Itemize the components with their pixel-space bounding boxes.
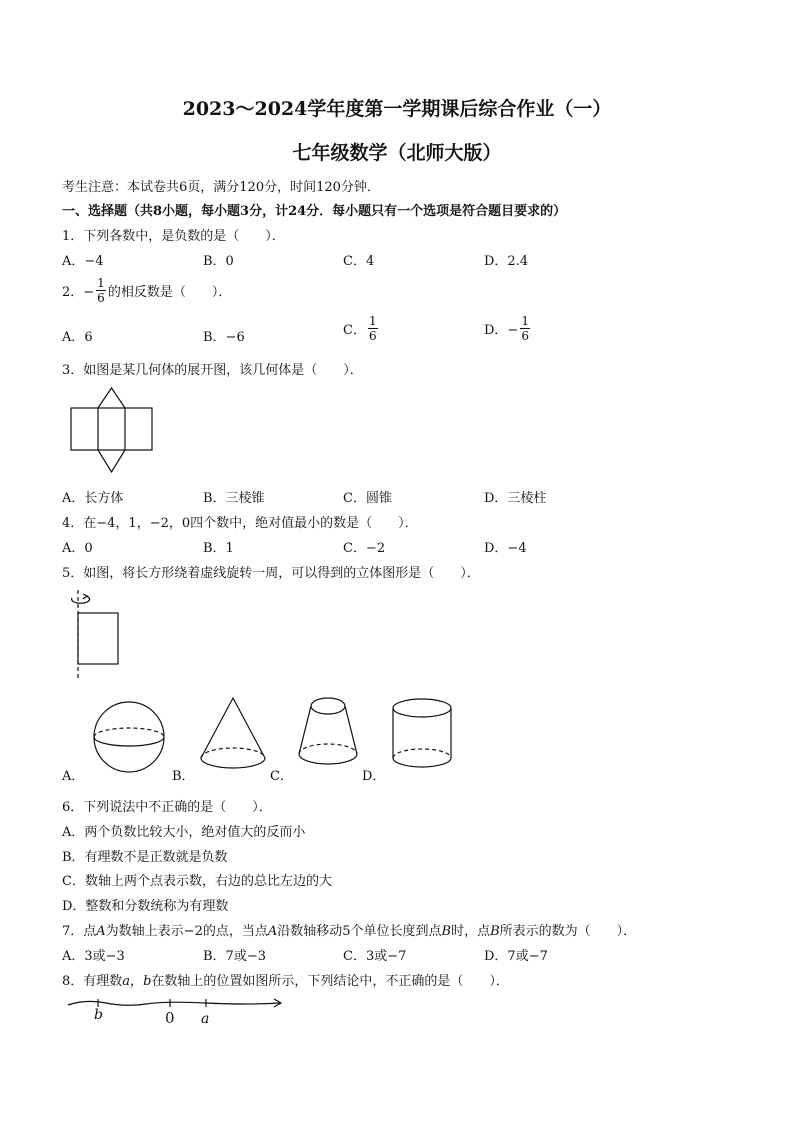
q2-stem — [62, 276, 231, 305]
number-line-label-zero: 0 — [165, 1009, 175, 1027]
q7-point-b: B — [490, 924, 500, 939]
q2-option-d-label: D．− — [484, 323, 519, 338]
q1-option-d: D．2.4 — [484, 254, 529, 269]
q7-stem-part: 7．点 — [62, 924, 97, 939]
q1-option-c: C．4 — [343, 254, 375, 269]
q7-stem-part: 所表示的数为（ ）． — [499, 924, 637, 939]
q7-point-a: A — [267, 924, 278, 939]
q3-stem: 3．如图是某几何体的展开图，该几何体是（ ）． — [62, 363, 363, 378]
q5-option-b-label: B． — [172, 769, 195, 784]
q8-stem-part: 在数轴上的位置如图所示，下列结论中，不正确的是（ ）． — [151, 974, 509, 989]
q6-option-c: C．数轴上两个点表示数，右边的总比左边的大 — [62, 874, 332, 889]
section-heading: 一、选择题（共8小题，每小题3分，计24分．每小题只有一个选项是符合题目要求的） — [62, 204, 567, 219]
q5-option-c-label: C． — [270, 769, 293, 784]
q2-option-c-label: C． — [343, 323, 366, 338]
q1-stem: 1．下列各数中，是负数的是（ ）． — [62, 229, 285, 244]
prism-net-figure — [68, 386, 158, 476]
q2-fraction-den: 6 — [97, 291, 105, 305]
q2-option-c-den: 6 — [368, 329, 377, 343]
frustum-icon — [296, 694, 362, 776]
q7-point-b: B — [441, 924, 452, 939]
q6-stem: 6．下列说法中不正确的是（ ）． — [62, 800, 272, 815]
exam-subtitle: 七年级数学（北师大版） — [292, 142, 502, 164]
q5-stem: 5．如图，将长方形绕着虚线旋转一周，可以得到的立体图形是（ ）． — [62, 566, 480, 581]
exam-notice: 考生注意：本试卷共6页，满分120分，时间120分钟． — [62, 180, 380, 195]
cylinder-icon — [390, 696, 456, 778]
q7-stem — [62, 920, 636, 939]
q2-option-d-fraction — [520, 314, 530, 343]
q7-stem-part: 时，点 — [451, 924, 491, 939]
q3-option-b: B．三棱锥 — [203, 491, 265, 506]
q7-point-a: A — [96, 924, 106, 939]
q2-prefix: 2．− — [62, 285, 95, 300]
q2-suffix: 的相反数是（ ）． — [107, 285, 232, 300]
q7-option-b: B．7或−3 — [203, 949, 266, 964]
q2-option-d — [484, 314, 532, 343]
q2-option-c — [343, 314, 380, 343]
q2-option-a: A．6 — [62, 330, 93, 345]
rotation-rectangle-figure — [64, 588, 134, 680]
q2-option-c-fraction — [368, 314, 378, 343]
q2-fraction-num: 1 — [97, 276, 105, 290]
q4-option-a: A．0 — [62, 541, 93, 556]
q8-stem-part: 8．有理数 — [62, 974, 123, 989]
q1-option-a: A．−4 — [62, 254, 104, 269]
q3-option-c: C．圆锥 — [343, 491, 392, 506]
q8-var-a: a — [122, 974, 131, 989]
q4-option-b: B．1 — [203, 541, 234, 556]
exam-title: 2023～2024学年度第一学期课后综合作业（一） — [182, 98, 612, 120]
q5-option-a-label: A． — [62, 769, 85, 784]
q2-option-d-den: 6 — [521, 329, 529, 343]
q8-stem-part: ， — [130, 974, 144, 989]
q2-fraction — [96, 276, 106, 305]
q2-option-d-num: 1 — [521, 314, 529, 328]
q4-stem: 4．在−4，1，−2，0四个数中，绝对值最小的数是（ ）． — [62, 516, 418, 531]
number-line-label-a: a — [201, 1011, 210, 1027]
q6-option-a: A．两个负数比较大小，绝对值大的反而小 — [62, 825, 306, 840]
q2-option-b: B．−6 — [203, 330, 245, 345]
q1-option-b: B．0 — [203, 254, 234, 269]
q2-option-c-num: 1 — [368, 314, 377, 328]
q8-var-b: b — [143, 974, 152, 989]
cone-icon — [198, 696, 268, 776]
q3-option-a: A．长方体 — [62, 491, 124, 506]
q4-option-c: C．−2 — [343, 541, 386, 556]
q5-option-d-label: D． — [362, 769, 386, 784]
q3-option-d: D．三棱柱 — [484, 491, 547, 506]
q7-stem-part: 沿数轴移动5个单位长度到点 — [277, 924, 442, 939]
q4-option-d: D．−4 — [484, 541, 527, 556]
q6-option-b: B．有理数不是正数就是负数 — [62, 850, 228, 865]
q7-option-c: C．3或−7 — [343, 949, 407, 964]
q6-option-d: D．整数和分数统称为有理数 — [62, 899, 229, 914]
number-line-label-b: b — [94, 1007, 103, 1023]
q8-stem — [62, 970, 509, 989]
q7-option-d: D．7或−7 — [484, 949, 548, 964]
q7-stem-part: 为数轴上表示−2的点，当点 — [105, 924, 268, 939]
sphere-icon — [92, 700, 168, 776]
q7-option-a: A．3或−3 — [62, 949, 125, 964]
